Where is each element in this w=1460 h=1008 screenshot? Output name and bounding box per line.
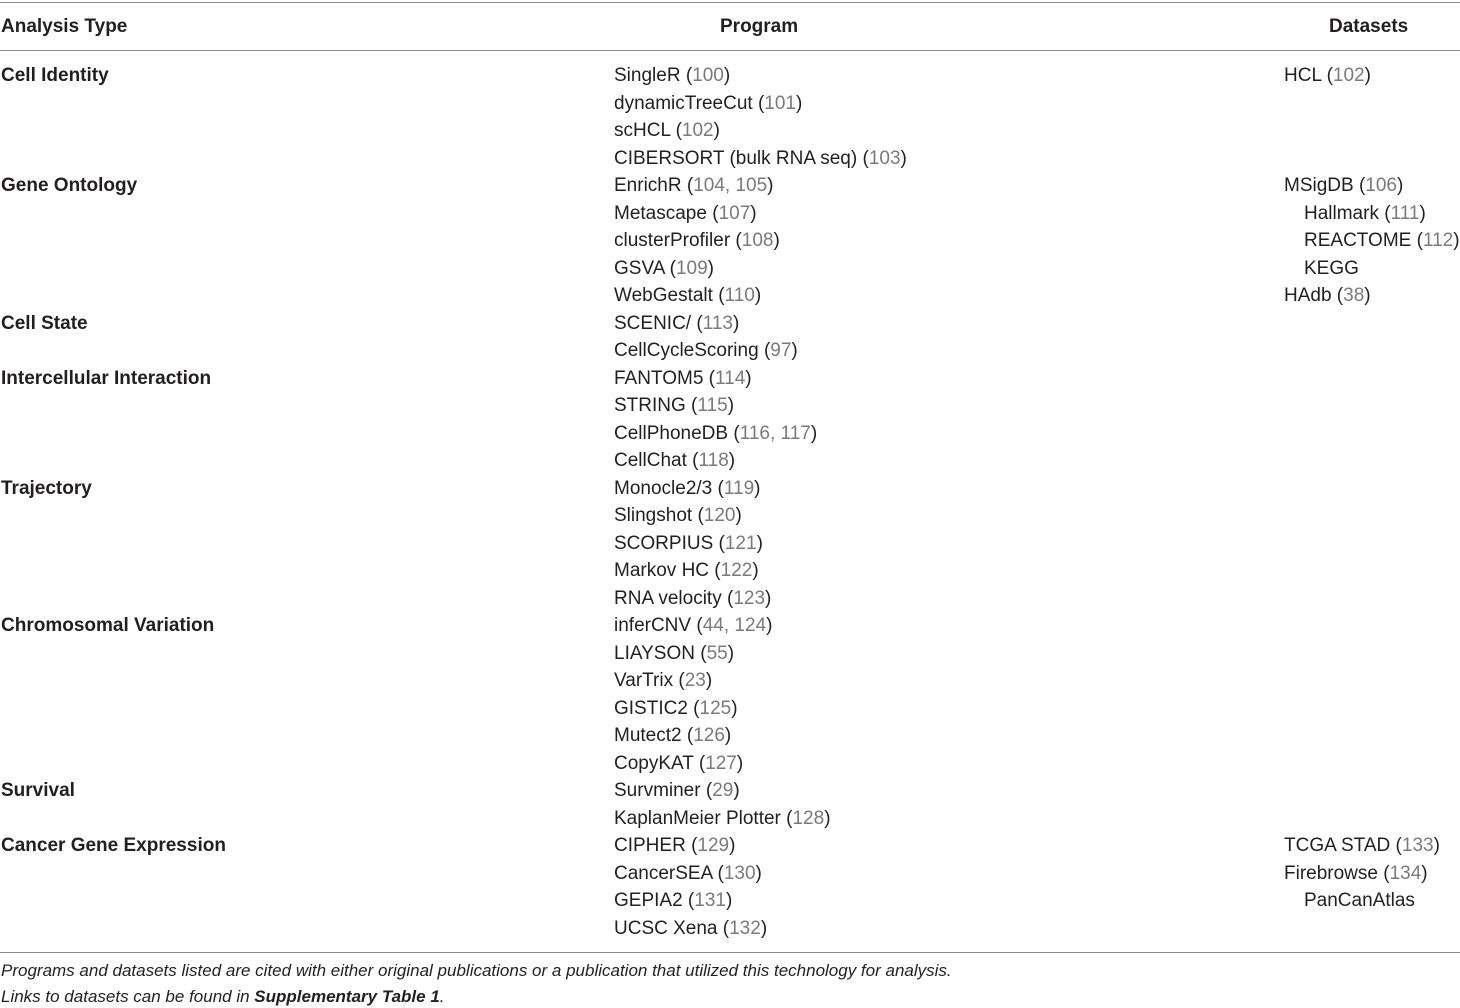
- program-entry: Metascape (107): [614, 202, 757, 224]
- reference-number[interactable]: 110: [724, 285, 755, 306]
- analysis-type-label: Chromosomal Variation: [1, 615, 215, 636]
- reference-number[interactable]: 126: [693, 725, 725, 746]
- dataset-entry: [1304, 889, 1415, 913]
- dataset-entry-name: TCGA STAD: [1284, 835, 1391, 856]
- dataset-entry: MSigDB (106): [1284, 175, 1404, 196]
- program-entry-name: CellChat: [614, 450, 687, 471]
- reference-number[interactable]: 134: [1389, 862, 1422, 884]
- program-entry: Survminer (29): [614, 780, 740, 801]
- dataset-entry-name: MSigDB: [1284, 175, 1354, 196]
- reference-number[interactable]: 122: [720, 560, 753, 581]
- program-entry: inferCNV (44, 124): [614, 615, 773, 636]
- program-entry-name: SingleR: [614, 65, 681, 86]
- program-entry-name: inferCNV: [614, 615, 692, 636]
- program-entry: VarTrix (23): [614, 670, 713, 691]
- dataset-entry: REACTOME (112): [1304, 230, 1460, 251]
- reference-number[interactable]: 111: [1390, 202, 1420, 224]
- program-entry: WebGestalt (110): [614, 285, 762, 306]
- reference-number[interactable]: 116, 117: [739, 422, 811, 444]
- dataset-entry-name: PanCanAtlas: [1304, 890, 1415, 911]
- dataset-entry-name: HAdb: [1284, 285, 1332, 306]
- program-entry: dynamicTreeCut (101): [614, 92, 803, 114]
- reference-number[interactable]: 112: [1422, 230, 1454, 251]
- reference-number[interactable]: 132: [729, 917, 761, 939]
- program-entry: STRING (115): [614, 395, 735, 416]
- footnote-prefix: Links to datasets can be found in: [1, 987, 255, 1006]
- header-rule: [0, 50, 1460, 51]
- program-entry-name: CellPhoneDB: [614, 422, 729, 444]
- reference-number[interactable]: 44, 124: [702, 615, 767, 636]
- reference-number[interactable]: 121: [724, 532, 757, 554]
- program-entry-name: UCSC Xena: [614, 917, 718, 939]
- program-entry: scHCL (102): [614, 120, 720, 141]
- reference-number[interactable]: 113: [702, 312, 733, 334]
- program-entry: CIPHER (129): [614, 835, 736, 856]
- program-entry: FANTOM5 (114): [614, 367, 752, 389]
- reference-number[interactable]: 55: [706, 642, 728, 664]
- analysis-type-label: Survival: [1, 780, 75, 801]
- reference-number[interactable]: 133: [1401, 835, 1434, 856]
- reference-number[interactable]: 115: [697, 395, 728, 416]
- program-entry-name: STRING: [614, 395, 686, 416]
- program-entry-name: CellCycleScoring: [614, 340, 759, 361]
- reference-number[interactable]: 125: [699, 697, 732, 719]
- program-entry-name: Survminer: [614, 780, 701, 801]
- program-entry: CIBERSORT (bulk RNA seq) (103): [614, 147, 907, 169]
- reference-number[interactable]: 119: [723, 477, 755, 499]
- dataset-entry: TCGA STAD (133): [1284, 835, 1440, 856]
- reference-number[interactable]: 129: [697, 835, 730, 856]
- dataset-entry: HCL (102): [1284, 65, 1371, 86]
- dataset-entry-name: REACTOME: [1304, 230, 1412, 251]
- program-entry-name: VarTrix: [614, 670, 674, 691]
- dataset-entry-name: Firebrowse: [1284, 862, 1378, 884]
- program-entry: UCSC Xena (132): [614, 917, 768, 939]
- reference-number[interactable]: 106: [1365, 175, 1397, 196]
- table-top-rule: [0, 2, 1460, 3]
- program-entry: Monocle2/3 (119): [614, 477, 761, 499]
- program-entry: Markov HC (122): [614, 560, 759, 581]
- program-entry: CellPhoneDB (116, 117): [614, 422, 818, 444]
- program-entry-name: CIPHER: [614, 835, 686, 856]
- analysis-type-label: Cell State: [1, 312, 88, 334]
- reference-number[interactable]: 102: [1332, 65, 1365, 86]
- program-entry-name: Metascape: [614, 202, 707, 224]
- reference-number[interactable]: 123: [733, 587, 766, 609]
- program-entry: GEPIA2 (131): [614, 890, 733, 911]
- program-entry: CellCycleScoring (97): [614, 340, 798, 361]
- dataset-entry: [1304, 257, 1359, 281]
- reference-number[interactable]: 131: [694, 890, 726, 911]
- program-entry-name: Monocle2/3: [614, 477, 713, 499]
- reference-number[interactable]: 127: [705, 752, 737, 774]
- reference-number[interactable]: 38: [1343, 285, 1365, 306]
- program-entry: GISTIC2 (125): [614, 697, 738, 719]
- reference-number[interactable]: 128: [792, 807, 825, 829]
- dataset-entry: Hallmark (111): [1304, 202, 1426, 224]
- dataset-entry: HAdb (38): [1284, 285, 1371, 306]
- header-program: Program: [720, 16, 799, 37]
- program-entry-name: SCENIC/: [614, 312, 692, 334]
- dataset-entry: Firebrowse (134): [1284, 862, 1428, 884]
- program-entry: GSVA (109): [614, 257, 714, 279]
- program-entry-name: Mutect2: [614, 725, 682, 746]
- program-entry: CellChat (118): [614, 450, 736, 471]
- header-datasets: Datasets: [1329, 16, 1409, 37]
- dataset-entry-name: KEGG: [1304, 257, 1359, 279]
- analysis-type-label: Trajectory: [1, 477, 92, 499]
- header-analysis-type: Analysis Type: [1, 16, 128, 37]
- table-bottom-rule: [0, 952, 1460, 953]
- program-entry: CancerSEA (130): [614, 862, 762, 884]
- reference-number[interactable]: 100: [692, 65, 724, 86]
- reference-number[interactable]: 130: [723, 862, 756, 884]
- reference-number[interactable]: 23: [684, 670, 706, 691]
- program-entry-name: KaplanMeier Plotter: [614, 807, 781, 829]
- footnote-line-2: [1, 986, 445, 1008]
- program-entry-name: CIBERSORT (bulk RNA seq): [614, 147, 858, 169]
- reference-number[interactable]: 114: [715, 367, 746, 389]
- reference-number[interactable]: 118: [698, 450, 729, 471]
- footnote-line-1: Programs and datasets listed are cited with either original publications or a publication that utilized this technology for analysis.: [1, 961, 952, 980]
- analysis-type-label: Gene Ontology: [1, 175, 138, 196]
- program-entry: EnrichR (104, 105): [614, 175, 774, 196]
- program-entry-name: SCORPIUS: [614, 532, 714, 554]
- program-entry-name: Markov HC: [614, 560, 710, 581]
- program-entry-name: CancerSEA: [614, 862, 713, 884]
- reference-number[interactable]: 102: [681, 120, 714, 141]
- reference-number[interactable]: 104, 105: [693, 175, 768, 196]
- program-entry-name: GISTIC2: [614, 697, 688, 719]
- analysis-type-label: Intercellular Interaction: [1, 367, 212, 389]
- program-entry: Mutect2 (126): [614, 725, 732, 746]
- program-entry-name: clusterProfiler: [614, 230, 731, 251]
- program-entry: SCORPIUS (121): [614, 532, 763, 554]
- reference-number[interactable]: 101: [764, 92, 796, 114]
- program-entry: LIAYSON (55): [614, 642, 735, 664]
- reference-number[interactable]: 97: [770, 340, 792, 361]
- reference-number[interactable]: 109: [675, 257, 708, 279]
- reference-number[interactable]: 120: [703, 505, 736, 526]
- program-entry-name: scHCL: [614, 120, 671, 141]
- program-entry-name: dynamicTreeCut: [614, 92, 753, 114]
- program-entry-name: EnrichR: [614, 175, 682, 196]
- footnote-suffix: .: [439, 987, 445, 1006]
- reference-number[interactable]: 108: [741, 230, 774, 251]
- reference-number[interactable]: 29: [712, 780, 734, 801]
- program-entry: RNA velocity (123): [614, 587, 772, 609]
- reference-number[interactable]: 103: [868, 147, 901, 169]
- dataset-entry-name: HCL: [1284, 65, 1322, 86]
- program-entry-name: Slingshot: [614, 505, 693, 526]
- reference-number[interactable]: 107: [718, 202, 751, 224]
- program-entry-name: GEPIA2: [614, 890, 683, 911]
- program-entry: KaplanMeier Plotter (128): [614, 807, 831, 829]
- program-entry: SingleR (100): [614, 65, 731, 86]
- program-entry-name: CopyKAT: [614, 752, 694, 774]
- program-entry-name: GSVA: [614, 257, 665, 279]
- dataset-entry-name: Hallmark: [1304, 202, 1379, 224]
- program-entry: clusterProfiler (108): [614, 230, 780, 251]
- program-entry: SCENIC/ (113): [614, 312, 740, 334]
- program-entry-name: LIAYSON: [614, 642, 695, 664]
- program-entry: Slingshot (120): [614, 505, 742, 526]
- supplementary-table-link[interactable]: Supplementary Table 1: [254, 987, 440, 1006]
- program-entry-name: RNA velocity: [614, 587, 722, 609]
- analysis-type-label: Cancer Gene Expression: [1, 835, 226, 856]
- program-entry-name: WebGestalt: [614, 285, 713, 306]
- program-entry: CopyKAT (127): [614, 752, 744, 774]
- analysis-type-label: Cell Identity: [1, 65, 109, 86]
- program-entry-name: FANTOM5: [614, 367, 704, 389]
